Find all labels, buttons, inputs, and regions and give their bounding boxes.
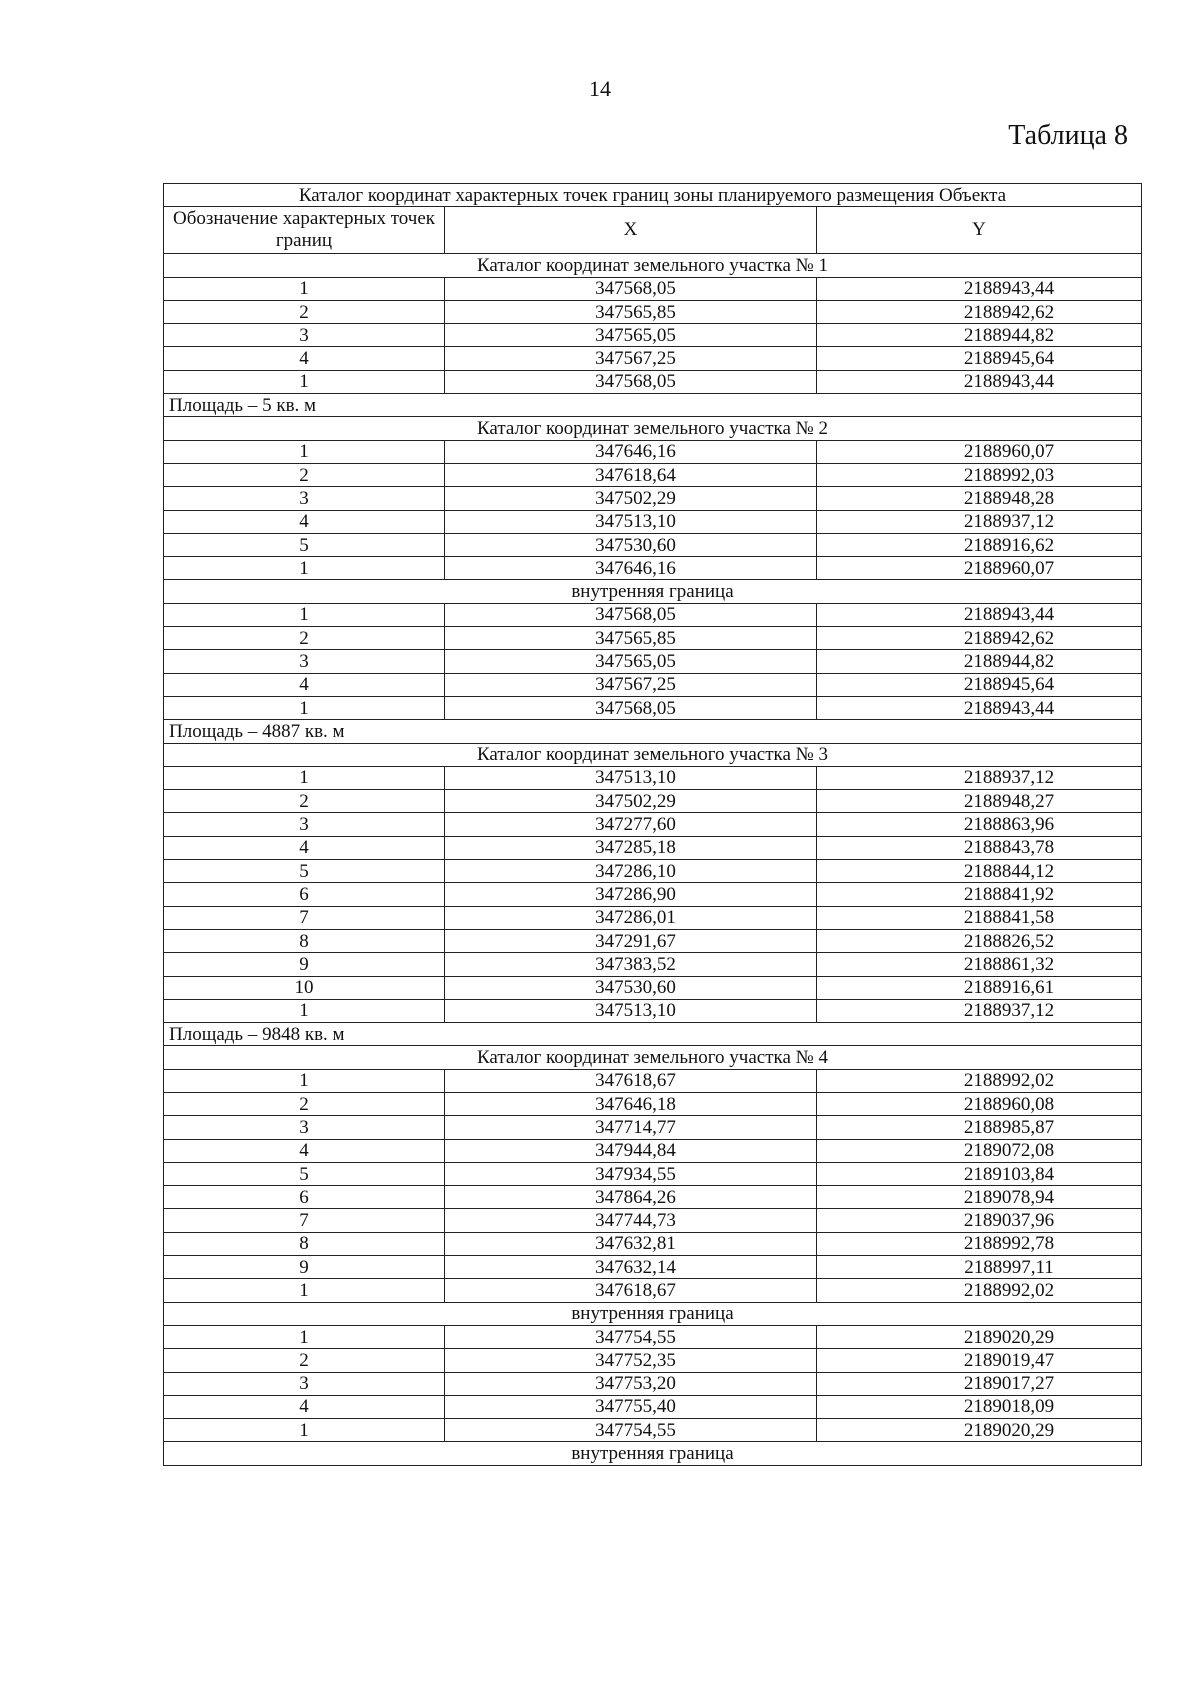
section-heading: Каталог координат земельного участка № 1 bbox=[164, 254, 1142, 277]
y-coordinate-cell: 2188861,32 bbox=[817, 953, 1142, 976]
x-coordinate-cell: 347291,67 bbox=[445, 929, 817, 952]
point-number-cell: 2 bbox=[164, 463, 445, 486]
y-coordinate-cell: 2189078,94 bbox=[817, 1186, 1142, 1209]
y-coordinate-cell: 2188992,02 bbox=[817, 1069, 1142, 1092]
point-number-cell: 2 bbox=[164, 1349, 445, 1372]
point-number-cell: 1 bbox=[164, 1419, 445, 1442]
column-header-y: Y bbox=[817, 207, 1142, 254]
table-row bbox=[164, 300, 1142, 323]
point-number-cell: 6 bbox=[164, 1186, 445, 1209]
table-row bbox=[164, 1419, 1142, 1442]
page-number: 14 bbox=[589, 76, 611, 101]
y-coordinate-cell: 2188826,52 bbox=[817, 929, 1142, 952]
point-number-cell: 4 bbox=[164, 1395, 445, 1418]
x-coordinate-cell: 347383,52 bbox=[445, 953, 817, 976]
y-coordinate-cell: 2189020,29 bbox=[817, 1419, 1142, 1442]
y-coordinate-cell: 2188942,62 bbox=[817, 300, 1142, 323]
area-note-row bbox=[164, 720, 1142, 743]
point-number-cell: 3 bbox=[164, 324, 445, 347]
y-coordinate-cell: 2188944,82 bbox=[817, 324, 1142, 347]
x-coordinate-cell: 347277,60 bbox=[445, 813, 817, 836]
section-heading-row bbox=[164, 1302, 1142, 1325]
area-note: Площадь – 4887 кв. м bbox=[164, 720, 1142, 743]
table-row bbox=[164, 1069, 1142, 1092]
point-number-cell: 1 bbox=[164, 766, 445, 789]
y-coordinate-cell: 2188944,82 bbox=[817, 650, 1142, 673]
x-coordinate-cell: 347754,55 bbox=[445, 1419, 817, 1442]
table-row bbox=[164, 1372, 1142, 1395]
table-caption: Каталог координат характерных точек границ зоны планируемого размещения Объекта bbox=[164, 184, 1142, 207]
table-row bbox=[164, 790, 1142, 813]
table-row bbox=[164, 999, 1142, 1022]
section-heading-row bbox=[164, 743, 1142, 766]
table-row bbox=[164, 929, 1142, 952]
x-coordinate-cell: 347753,20 bbox=[445, 1372, 817, 1395]
point-number-cell: 4 bbox=[164, 347, 445, 370]
point-number-cell: 3 bbox=[164, 813, 445, 836]
x-coordinate-cell: 347530,60 bbox=[445, 976, 817, 999]
catalog-body bbox=[164, 184, 1142, 1466]
section-heading: внутренняя граница bbox=[164, 1302, 1142, 1325]
y-coordinate-cell: 2188937,12 bbox=[817, 766, 1142, 789]
point-number-cell: 1 bbox=[164, 277, 445, 300]
point-number-cell: 4 bbox=[164, 673, 445, 696]
point-number-cell: 5 bbox=[164, 533, 445, 556]
point-number-cell: 1 bbox=[164, 603, 445, 626]
section-heading-row bbox=[164, 254, 1142, 277]
x-coordinate-cell: 347646,16 bbox=[445, 557, 817, 580]
x-coordinate-cell: 347744,73 bbox=[445, 1209, 817, 1232]
table-row bbox=[164, 603, 1142, 626]
point-number-cell: 3 bbox=[164, 650, 445, 673]
area-note: Площадь – 9848 кв. м bbox=[164, 1023, 1142, 1046]
table-row bbox=[164, 487, 1142, 510]
section-heading: внутренняя граница bbox=[164, 580, 1142, 603]
point-number-cell: 8 bbox=[164, 929, 445, 952]
table-row bbox=[164, 533, 1142, 556]
point-number-cell: 1 bbox=[164, 557, 445, 580]
point-number-cell: 7 bbox=[164, 906, 445, 929]
y-coordinate-cell: 2189019,47 bbox=[817, 1349, 1142, 1372]
x-coordinate-cell: 347565,85 bbox=[445, 627, 817, 650]
point-number-cell: 3 bbox=[164, 487, 445, 510]
table-row bbox=[164, 976, 1142, 999]
point-number-cell: 3 bbox=[164, 1116, 445, 1139]
y-coordinate-cell: 2188960,07 bbox=[817, 557, 1142, 580]
y-coordinate-cell: 2189020,29 bbox=[817, 1325, 1142, 1348]
table-row bbox=[164, 953, 1142, 976]
table-caption-row bbox=[164, 184, 1142, 207]
x-coordinate-cell: 347285,18 bbox=[445, 836, 817, 859]
area-note-row bbox=[164, 1023, 1142, 1046]
point-number-cell: 4 bbox=[164, 1139, 445, 1162]
area-note-row bbox=[164, 394, 1142, 417]
x-coordinate-cell: 347752,35 bbox=[445, 1349, 817, 1372]
section-heading: внутренняя граница bbox=[164, 1442, 1142, 1465]
x-coordinate-cell: 347513,10 bbox=[445, 766, 817, 789]
x-coordinate-cell: 347754,55 bbox=[445, 1325, 817, 1348]
x-coordinate-cell: 347513,10 bbox=[445, 510, 817, 533]
table-row bbox=[164, 696, 1142, 719]
table-row bbox=[164, 1186, 1142, 1209]
y-coordinate-cell: 2188942,62 bbox=[817, 627, 1142, 650]
table-row bbox=[164, 766, 1142, 789]
y-coordinate-cell: 2188937,12 bbox=[817, 510, 1142, 533]
point-number-cell: 1 bbox=[164, 999, 445, 1022]
table-row bbox=[164, 627, 1142, 650]
x-coordinate-cell: 347568,05 bbox=[445, 696, 817, 719]
y-coordinate-cell: 2188960,08 bbox=[817, 1092, 1142, 1115]
point-number-cell: 5 bbox=[164, 1162, 445, 1185]
section-heading: Каталог координат земельного участка № 2 bbox=[164, 417, 1142, 440]
y-coordinate-cell: 2188997,11 bbox=[817, 1256, 1142, 1279]
x-coordinate-cell: 347864,26 bbox=[445, 1186, 817, 1209]
x-coordinate-cell: 347944,84 bbox=[445, 1139, 817, 1162]
x-coordinate-cell: 347565,85 bbox=[445, 300, 817, 323]
x-coordinate-cell: 347565,05 bbox=[445, 650, 817, 673]
x-coordinate-cell: 347618,64 bbox=[445, 463, 817, 486]
table-row bbox=[164, 860, 1142, 883]
y-coordinate-cell: 2188916,62 bbox=[817, 533, 1142, 556]
y-coordinate-cell: 2188992,78 bbox=[817, 1232, 1142, 1255]
table-row bbox=[164, 1395, 1142, 1418]
y-coordinate-cell: 2188843,78 bbox=[817, 836, 1142, 859]
x-coordinate-cell: 347286,01 bbox=[445, 906, 817, 929]
x-coordinate-cell: 347618,67 bbox=[445, 1279, 817, 1302]
y-coordinate-cell: 2189103,84 bbox=[817, 1162, 1142, 1185]
point-number-cell: 9 bbox=[164, 953, 445, 976]
y-coordinate-cell: 2188985,87 bbox=[817, 1116, 1142, 1139]
point-number-cell: 8 bbox=[164, 1232, 445, 1255]
table-row bbox=[164, 1162, 1142, 1185]
table-row bbox=[164, 510, 1142, 533]
table-row bbox=[164, 557, 1142, 580]
x-coordinate-cell: 347513,10 bbox=[445, 999, 817, 1022]
y-coordinate-cell: 2189072,08 bbox=[817, 1139, 1142, 1162]
table-row bbox=[164, 1209, 1142, 1232]
table-row bbox=[164, 906, 1142, 929]
y-coordinate-cell: 2188945,64 bbox=[817, 347, 1142, 370]
point-number-cell: 6 bbox=[164, 883, 445, 906]
point-number-cell: 2 bbox=[164, 300, 445, 323]
table-row bbox=[164, 324, 1142, 347]
table-row bbox=[164, 1116, 1142, 1139]
x-coordinate-cell: 347502,29 bbox=[445, 790, 817, 813]
x-coordinate-cell: 347286,90 bbox=[445, 883, 817, 906]
table-row bbox=[164, 1256, 1142, 1279]
x-coordinate-cell: 347568,05 bbox=[445, 603, 817, 626]
column-header-point: Обозначение характерных точек границ bbox=[164, 207, 445, 254]
x-coordinate-cell: 347565,05 bbox=[445, 324, 817, 347]
table-row bbox=[164, 650, 1142, 673]
x-coordinate-cell: 347755,40 bbox=[445, 1395, 817, 1418]
table-row bbox=[164, 370, 1142, 393]
table-row bbox=[164, 1092, 1142, 1115]
y-coordinate-cell: 2188844,12 bbox=[817, 860, 1142, 883]
section-heading-row bbox=[164, 1442, 1142, 1465]
section-heading-row bbox=[164, 417, 1142, 440]
point-number-cell: 1 bbox=[164, 1325, 445, 1348]
point-number-cell: 5 bbox=[164, 860, 445, 883]
table-row bbox=[164, 1139, 1142, 1162]
x-coordinate-cell: 347632,81 bbox=[445, 1232, 817, 1255]
point-number-cell: 2 bbox=[164, 627, 445, 650]
x-coordinate-cell: 347934,55 bbox=[445, 1162, 817, 1185]
x-coordinate-cell: 347530,60 bbox=[445, 533, 817, 556]
y-coordinate-cell: 2188863,96 bbox=[817, 813, 1142, 836]
table-row bbox=[164, 347, 1142, 370]
coordinate-catalog-table bbox=[163, 183, 1142, 1466]
point-number-cell: 2 bbox=[164, 1092, 445, 1115]
point-number-cell: 1 bbox=[164, 1279, 445, 1302]
x-coordinate-cell: 347646,18 bbox=[445, 1092, 817, 1115]
point-number-cell: 10 bbox=[164, 976, 445, 999]
point-number-cell: 3 bbox=[164, 1372, 445, 1395]
x-coordinate-cell: 347567,25 bbox=[445, 673, 817, 696]
column-header-x: X bbox=[445, 207, 817, 254]
table-row bbox=[164, 463, 1142, 486]
table-row bbox=[164, 673, 1142, 696]
table-row bbox=[164, 440, 1142, 463]
x-coordinate-cell: 347632,14 bbox=[445, 1256, 817, 1279]
table-row bbox=[164, 1349, 1142, 1372]
table-title: Таблица 8 bbox=[1008, 120, 1128, 151]
section-heading-row bbox=[164, 1046, 1142, 1069]
x-coordinate-cell: 347567,25 bbox=[445, 347, 817, 370]
area-note: Площадь – 5 кв. м bbox=[164, 394, 1142, 417]
table-row bbox=[164, 1232, 1142, 1255]
section-heading: Каталог координат земельного участка № 3 bbox=[164, 743, 1142, 766]
y-coordinate-cell: 2189018,09 bbox=[817, 1395, 1142, 1418]
point-number-cell: 1 bbox=[164, 440, 445, 463]
y-coordinate-cell: 2188943,44 bbox=[817, 696, 1142, 719]
x-coordinate-cell: 347568,05 bbox=[445, 277, 817, 300]
x-coordinate-cell: 347646,16 bbox=[445, 440, 817, 463]
y-coordinate-cell: 2188992,03 bbox=[817, 463, 1142, 486]
table-row bbox=[164, 836, 1142, 859]
point-number-cell: 2 bbox=[164, 790, 445, 813]
y-coordinate-cell: 2188841,58 bbox=[817, 906, 1142, 929]
table-row bbox=[164, 883, 1142, 906]
y-coordinate-cell: 2188841,92 bbox=[817, 883, 1142, 906]
x-coordinate-cell: 347286,10 bbox=[445, 860, 817, 883]
y-coordinate-cell: 2188948,28 bbox=[817, 487, 1142, 510]
point-number-cell: 7 bbox=[164, 1209, 445, 1232]
table-row bbox=[164, 1279, 1142, 1302]
y-coordinate-cell: 2188916,61 bbox=[817, 976, 1142, 999]
point-number-cell: 9 bbox=[164, 1256, 445, 1279]
table-row bbox=[164, 277, 1142, 300]
point-number-cell: 4 bbox=[164, 836, 445, 859]
y-coordinate-cell: 2189037,96 bbox=[817, 1209, 1142, 1232]
x-coordinate-cell: 347618,67 bbox=[445, 1069, 817, 1092]
y-coordinate-cell: 2188945,64 bbox=[817, 673, 1142, 696]
y-coordinate-cell: 2188937,12 bbox=[817, 999, 1142, 1022]
table-row bbox=[164, 1325, 1142, 1348]
table-row bbox=[164, 813, 1142, 836]
section-heading-row bbox=[164, 580, 1142, 603]
point-number-cell: 1 bbox=[164, 696, 445, 719]
y-coordinate-cell: 2189017,27 bbox=[817, 1372, 1142, 1395]
y-coordinate-cell: 2188943,44 bbox=[817, 370, 1142, 393]
point-number-cell: 1 bbox=[164, 1069, 445, 1092]
point-number-cell: 4 bbox=[164, 510, 445, 533]
y-coordinate-cell: 2188943,44 bbox=[817, 603, 1142, 626]
y-coordinate-cell: 2188943,44 bbox=[817, 277, 1142, 300]
y-coordinate-cell: 2188960,07 bbox=[817, 440, 1142, 463]
x-coordinate-cell: 347568,05 bbox=[445, 370, 817, 393]
x-coordinate-cell: 347714,77 bbox=[445, 1116, 817, 1139]
y-coordinate-cell: 2188992,02 bbox=[817, 1279, 1142, 1302]
column-header-row bbox=[164, 207, 1142, 254]
section-heading: Каталог координат земельного участка № 4 bbox=[164, 1046, 1142, 1069]
x-coordinate-cell: 347502,29 bbox=[445, 487, 817, 510]
point-number-cell: 1 bbox=[164, 370, 445, 393]
y-coordinate-cell: 2188948,27 bbox=[817, 790, 1142, 813]
